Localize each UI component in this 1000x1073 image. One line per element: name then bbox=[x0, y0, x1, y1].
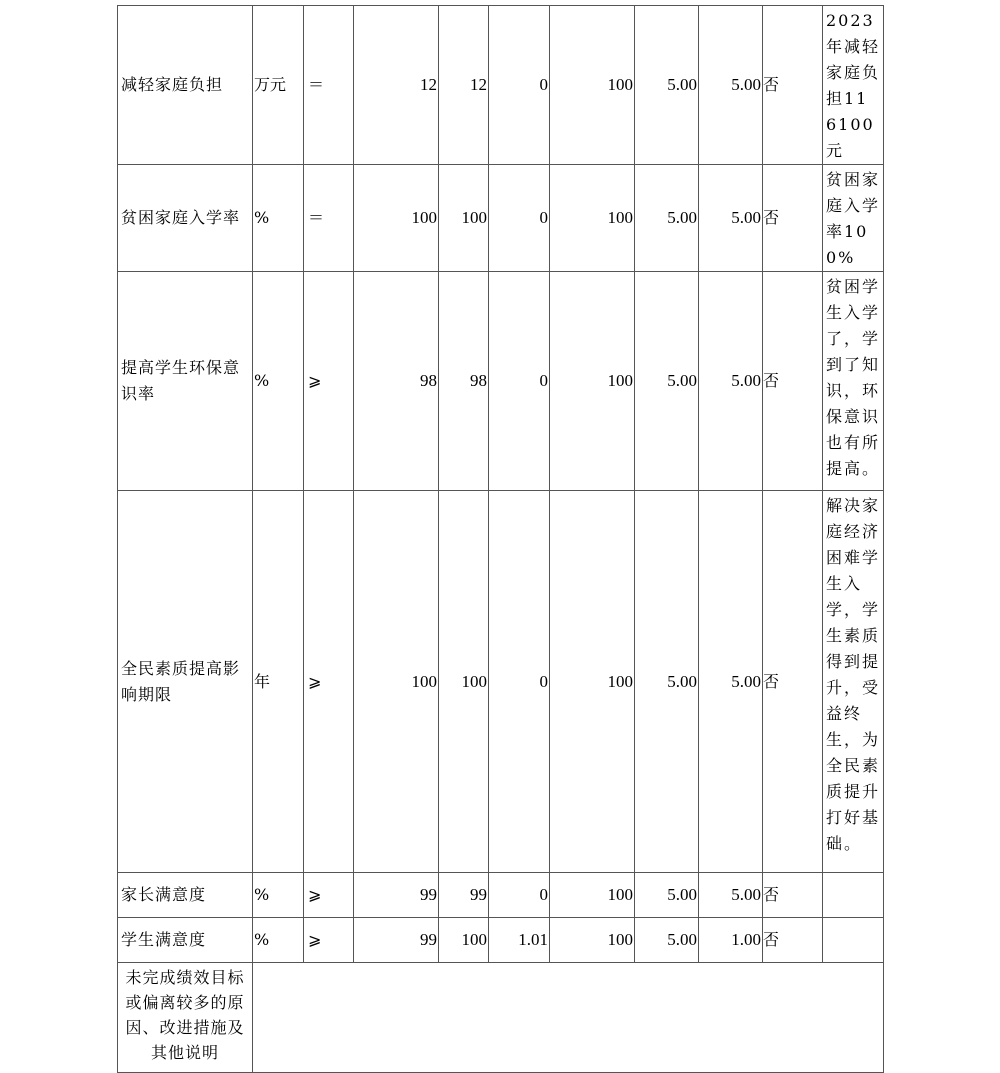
deviation-flag: 否 bbox=[763, 6, 823, 165]
target-value: 98 bbox=[354, 272, 439, 491]
score: 1.00 bbox=[699, 918, 763, 963]
actual-value: 100 bbox=[439, 165, 489, 272]
table-row bbox=[118, 873, 884, 918]
unit-cell: 万元 bbox=[253, 6, 304, 165]
footer-row bbox=[118, 963, 884, 1073]
unit-cell: % bbox=[253, 272, 304, 491]
weight-value: 100 bbox=[550, 272, 635, 491]
full-score: 5.00 bbox=[635, 165, 699, 272]
score: 5.00 bbox=[699, 491, 763, 873]
indicator-name: 全民素质提高影响期限 bbox=[118, 491, 253, 873]
table-row bbox=[118, 272, 884, 491]
score: 5.00 bbox=[699, 165, 763, 272]
actual-value: 99 bbox=[439, 873, 489, 918]
footer-label: 未完成绩效目标或偏离较多的原因、改进措施及其他说明 bbox=[118, 963, 253, 1073]
full-score: 5.00 bbox=[635, 272, 699, 491]
target-value: 99 bbox=[354, 873, 439, 918]
difference-value: 1.01 bbox=[489, 918, 550, 963]
unit-cell: 年 bbox=[253, 491, 304, 873]
note-cell: 贫困家庭入学率100% bbox=[823, 165, 884, 272]
unit-cell: % bbox=[253, 873, 304, 918]
score: 5.00 bbox=[699, 6, 763, 165]
full-score: 5.00 bbox=[635, 491, 699, 873]
performance-table bbox=[117, 5, 884, 1073]
indicator-name: 减轻家庭负担 bbox=[118, 6, 253, 165]
weight-value: 100 bbox=[550, 918, 635, 963]
table-row bbox=[118, 6, 884, 165]
operator-cell: ＝ bbox=[304, 165, 354, 272]
difference-value: 0 bbox=[489, 272, 550, 491]
operator-cell: ⩾ bbox=[304, 272, 354, 491]
indicator-name: 贫困家庭入学率 bbox=[118, 165, 253, 272]
deviation-flag: 否 bbox=[763, 491, 823, 873]
indicator-name: 提高学生环保意识率 bbox=[118, 272, 253, 491]
deviation-flag: 否 bbox=[763, 165, 823, 272]
weight-value: 100 bbox=[550, 873, 635, 918]
note-cell bbox=[823, 873, 884, 918]
note-cell: 解决家庭经济困难学生入学，学生素质得到提升，受益终生，为全民素质提升打好基础。 bbox=[823, 491, 884, 873]
deviation-flag: 否 bbox=[763, 272, 823, 491]
note-cell bbox=[823, 918, 884, 963]
difference-value: 0 bbox=[489, 491, 550, 873]
weight-value: 100 bbox=[550, 491, 635, 873]
footer-content bbox=[253, 963, 884, 1073]
operator-cell: ＝ bbox=[304, 6, 354, 165]
full-score: 5.00 bbox=[635, 6, 699, 165]
difference-value: 0 bbox=[489, 165, 550, 272]
table-row bbox=[118, 918, 884, 963]
note-cell: 2023年减轻家庭负担116100元 bbox=[823, 6, 884, 165]
note-cell: 贫困学生入学了，学到了知识，环保意识也有所提高。 bbox=[823, 272, 884, 491]
target-value: 100 bbox=[354, 165, 439, 272]
unit-cell: % bbox=[253, 918, 304, 963]
actual-value: 12 bbox=[439, 6, 489, 165]
actual-value: 98 bbox=[439, 272, 489, 491]
actual-value: 100 bbox=[439, 491, 489, 873]
difference-value: 0 bbox=[489, 873, 550, 918]
table-row bbox=[118, 491, 884, 873]
target-value: 99 bbox=[354, 918, 439, 963]
deviation-flag: 否 bbox=[763, 873, 823, 918]
operator-cell: ⩾ bbox=[304, 918, 354, 963]
weight-value: 100 bbox=[550, 6, 635, 165]
score: 5.00 bbox=[699, 272, 763, 491]
actual-value: 100 bbox=[439, 918, 489, 963]
operator-cell: ⩾ bbox=[304, 873, 354, 918]
score: 5.00 bbox=[699, 873, 763, 918]
deviation-flag: 否 bbox=[763, 918, 823, 963]
difference-value: 0 bbox=[489, 6, 550, 165]
weight-value: 100 bbox=[550, 165, 635, 272]
full-score: 5.00 bbox=[635, 873, 699, 918]
indicator-name: 学生满意度 bbox=[118, 918, 253, 963]
indicator-name: 家长满意度 bbox=[118, 873, 253, 918]
unit-cell: % bbox=[253, 165, 304, 272]
table-row bbox=[118, 165, 884, 272]
operator-cell: ⩾ bbox=[304, 491, 354, 873]
full-score: 5.00 bbox=[635, 918, 699, 963]
target-value: 12 bbox=[354, 6, 439, 165]
target-value: 100 bbox=[354, 491, 439, 873]
